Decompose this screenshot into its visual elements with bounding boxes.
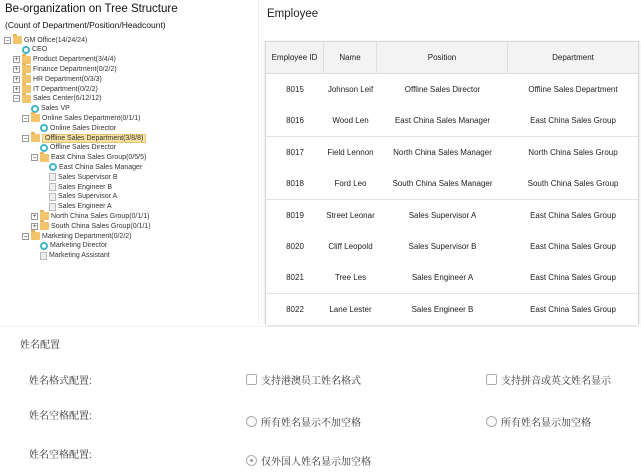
collapse-icon[interactable]: − xyxy=(32,154,37,162)
person-icon xyxy=(40,242,48,250)
cell-position: Sales Supervisor B xyxy=(408,242,477,251)
all-space-label: 所有姓名显示加空格 xyxy=(501,418,591,429)
tree-node[interactable] xyxy=(40,202,112,212)
name-config-section-title: 姓名配置 xyxy=(20,340,60,351)
tree-node-label[interactable]: Sales VP xyxy=(41,105,70,113)
tree-node-label[interactable]: Sales Supervisor A xyxy=(58,193,118,201)
expand-icon[interactable]: + xyxy=(32,222,37,230)
collapse-icon[interactable]: − xyxy=(23,134,28,142)
tree-node-label[interactable]: GM Office(14/24/24) xyxy=(24,36,88,44)
checkbox-icon[interactable] xyxy=(486,374,497,385)
foreign-space-label: 仅外国人姓名显示加空格 xyxy=(261,457,371,468)
hk-macau-format-checkbox[interactable] xyxy=(246,372,361,387)
collapse-icon[interactable]: − xyxy=(5,36,10,44)
person-icon xyxy=(22,46,30,54)
folder-icon xyxy=(22,56,31,64)
org-tree-panel xyxy=(0,0,258,325)
tree-node[interactable] xyxy=(31,143,116,153)
cell-employee-id: 8020 xyxy=(286,242,304,251)
expand-icon[interactable]: + xyxy=(14,65,19,73)
column-header-name[interactable]: Name xyxy=(324,42,377,74)
tree-node[interactable] xyxy=(31,153,146,163)
person-icon xyxy=(40,144,48,152)
pinyin-english-label: 支持拼音或英文姓名显示 xyxy=(501,376,611,387)
expand-icon[interactable]: + xyxy=(14,85,19,93)
tree-node[interactable] xyxy=(13,64,117,74)
position-icon xyxy=(49,193,56,201)
folder-icon xyxy=(40,212,49,220)
name-space-label-1: 姓名空格配置: xyxy=(29,411,92,422)
cell-employee-id: 8022 xyxy=(286,304,304,314)
folder-icon xyxy=(13,36,22,44)
radio-selected-icon[interactable] xyxy=(246,455,257,466)
folder-icon xyxy=(40,154,49,162)
no-space-label: 所有姓名显示不加空格 xyxy=(261,418,361,429)
table-row[interactable] xyxy=(266,231,638,263)
cell-department: East China Sales Group xyxy=(530,116,616,126)
cell-position: North China Sales Manager xyxy=(393,147,492,157)
tree-node-label[interactable]: CEO xyxy=(32,46,48,54)
person-icon xyxy=(49,163,57,171)
cell-name: Street Leonar xyxy=(326,210,375,220)
tree-node[interactable] xyxy=(22,231,131,241)
cell-position: East China Sales Manager xyxy=(394,116,491,126)
tree-node[interactable] xyxy=(31,123,116,133)
folder-icon xyxy=(22,95,31,103)
all-space-radio[interactable] xyxy=(486,414,591,429)
tree-node[interactable] xyxy=(31,211,149,221)
tree-node[interactable] xyxy=(13,45,47,55)
expand-icon[interactable]: + xyxy=(14,75,19,83)
tree-node-label[interactable]: Marketing Director xyxy=(50,242,108,250)
table-row[interactable] xyxy=(266,200,638,232)
cell-position: Offline Sales Director xyxy=(404,85,481,94)
cell-department: East China Sales Group xyxy=(530,304,616,314)
tree-node[interactable] xyxy=(22,113,140,123)
tree-node[interactable] xyxy=(40,172,118,182)
tree-node[interactable] xyxy=(22,133,146,143)
cell-position: Sales Engineer B xyxy=(411,304,474,314)
person-icon xyxy=(40,124,48,132)
tree-node[interactable] xyxy=(22,104,70,114)
cell-department: South China Sales Group xyxy=(527,179,619,189)
position-icon xyxy=(49,173,56,181)
tree-node-label[interactable]: HR Department(0/3/3) xyxy=(33,75,102,83)
name-space-label-2: 姓名空格配置: xyxy=(29,450,92,461)
tree-node-label[interactable]: South China Sales Group(0/1/1) xyxy=(51,222,151,230)
cell-employee-id: 8019 xyxy=(286,210,304,220)
table-row[interactable] xyxy=(266,137,638,169)
folder-icon xyxy=(31,232,40,240)
folder-icon xyxy=(22,75,31,83)
tree-node-label[interactable]: Sales Engineer A xyxy=(58,203,112,211)
cell-name: Cliff Leopold xyxy=(328,242,373,251)
collapse-icon[interactable]: − xyxy=(23,114,28,122)
table-row[interactable] xyxy=(266,262,638,294)
tree-node-label[interactable]: Sales Engineer B xyxy=(58,183,113,191)
cell-department: East China Sales Group xyxy=(530,210,616,220)
tree-node[interactable] xyxy=(31,251,110,261)
checkbox-icon[interactable] xyxy=(246,374,257,385)
cell-department: Offline Sales Department xyxy=(528,85,618,94)
tree-node-label[interactable]: Sales Supervisor B xyxy=(58,173,118,181)
tree-node-label[interactable]: Sales Center(6/12/12) xyxy=(33,95,102,103)
cell-name: Lane Lester xyxy=(329,304,372,314)
employee-panel-title: Employee xyxy=(267,8,319,20)
radio-icon[interactable] xyxy=(486,416,497,427)
tree-node-label[interactable]: North China Sales Group(0/1/1) xyxy=(51,212,150,220)
folder-icon xyxy=(22,85,31,93)
cell-name: Johnson Leif xyxy=(327,85,374,94)
tree-node[interactable] xyxy=(13,74,102,84)
table-row[interactable] xyxy=(266,105,638,137)
tree-node[interactable] xyxy=(40,182,112,192)
cell-employee-id: 8017 xyxy=(286,147,304,157)
cell-department: East China Sales Group xyxy=(530,242,616,251)
folder-icon xyxy=(31,114,40,122)
tree-node-label[interactable]: East China Sales Group(0/5/5) xyxy=(51,154,147,162)
position-icon xyxy=(49,203,56,211)
tree-node-label[interactable]: East China Sales Manager xyxy=(59,163,143,171)
tree-node[interactable] xyxy=(13,94,101,104)
section-divider xyxy=(0,326,641,327)
folder-icon xyxy=(31,134,40,142)
tree-node-label[interactable]: Online Sales Department(0/1/1) xyxy=(42,114,141,122)
tree-panel-title: Be-organization on Tree Structure xyxy=(5,3,178,15)
cell-employee-id: 8015 xyxy=(286,85,304,94)
table-header xyxy=(266,42,638,74)
cell-name: Tree Les xyxy=(334,273,367,283)
tree-node[interactable] xyxy=(13,55,116,65)
column-header-department[interactable]: Department xyxy=(552,53,594,62)
panel-divider xyxy=(258,0,259,325)
radio-icon[interactable] xyxy=(246,416,257,427)
tree-node-label[interactable]: Marketing Department(0/2/2) xyxy=(42,232,132,240)
no-space-radio[interactable] xyxy=(246,414,361,429)
tree-node-label[interactable]: Product Department(3/4/4) xyxy=(33,56,116,64)
tree-node-label[interactable]: Online Sales Director xyxy=(50,124,117,132)
cell-name: Wood Len xyxy=(332,116,369,126)
tree-node-label[interactable]: Offline Sales Director xyxy=(50,144,117,152)
cell-name: Ford Leo xyxy=(334,179,367,189)
collapse-icon[interactable]: − xyxy=(23,232,28,240)
column-header-position[interactable]: Position xyxy=(377,42,508,74)
tree-node[interactable] xyxy=(40,162,142,172)
tree-node[interactable] xyxy=(31,221,151,231)
table-row[interactable] xyxy=(266,74,638,106)
cell-employee-id: 8021 xyxy=(286,273,304,283)
name-format-label: 姓名格式配置: xyxy=(29,376,92,387)
cell-position: South China Sales Manager xyxy=(392,179,493,189)
tree-node-label[interactable]: Offline Sales Department(3/8/8) xyxy=(42,134,146,143)
tree-node[interactable] xyxy=(31,241,107,251)
tree-node[interactable] xyxy=(40,192,117,202)
position-icon xyxy=(40,252,47,260)
person-icon xyxy=(31,105,39,113)
folder-icon xyxy=(22,65,31,73)
tree-node-label[interactable]: Finance Department(0/2/2) xyxy=(33,65,117,73)
table-row[interactable] xyxy=(266,294,638,326)
cell-department: East China Sales Group xyxy=(530,273,616,283)
cell-name: Field Lennon xyxy=(327,147,374,157)
position-icon xyxy=(49,183,56,191)
folder-icon xyxy=(40,222,49,230)
foreign-space-radio[interactable] xyxy=(246,453,371,468)
cell-position: Sales Supervisor A xyxy=(408,210,477,220)
hk-macau-format-label: 支持港澳员工姓名格式 xyxy=(261,376,361,387)
cell-employee-id: 8016 xyxy=(286,116,304,126)
tree-node[interactable] xyxy=(4,35,87,45)
expand-icon[interactable]: + xyxy=(32,212,37,220)
tree-panel-subtitle: (Count of Department/Position/Headcount) xyxy=(5,20,166,30)
cell-employee-id: 8018 xyxy=(286,179,304,189)
column-header-employee-id[interactable]: Employee ID xyxy=(266,42,324,74)
table-row[interactable] xyxy=(266,168,638,200)
tree-node-label[interactable]: Marketing Assistant xyxy=(49,252,110,260)
cell-position: Sales Engineer A xyxy=(411,273,474,283)
cell-department: North China Sales Group xyxy=(528,147,618,157)
employee-table xyxy=(265,41,639,324)
collapse-icon[interactable]: − xyxy=(14,95,19,103)
tree-node-label[interactable]: IT Department(0/2/2) xyxy=(33,85,98,93)
expand-icon[interactable]: + xyxy=(14,56,19,64)
pinyin-english-checkbox[interactable] xyxy=(486,372,611,387)
